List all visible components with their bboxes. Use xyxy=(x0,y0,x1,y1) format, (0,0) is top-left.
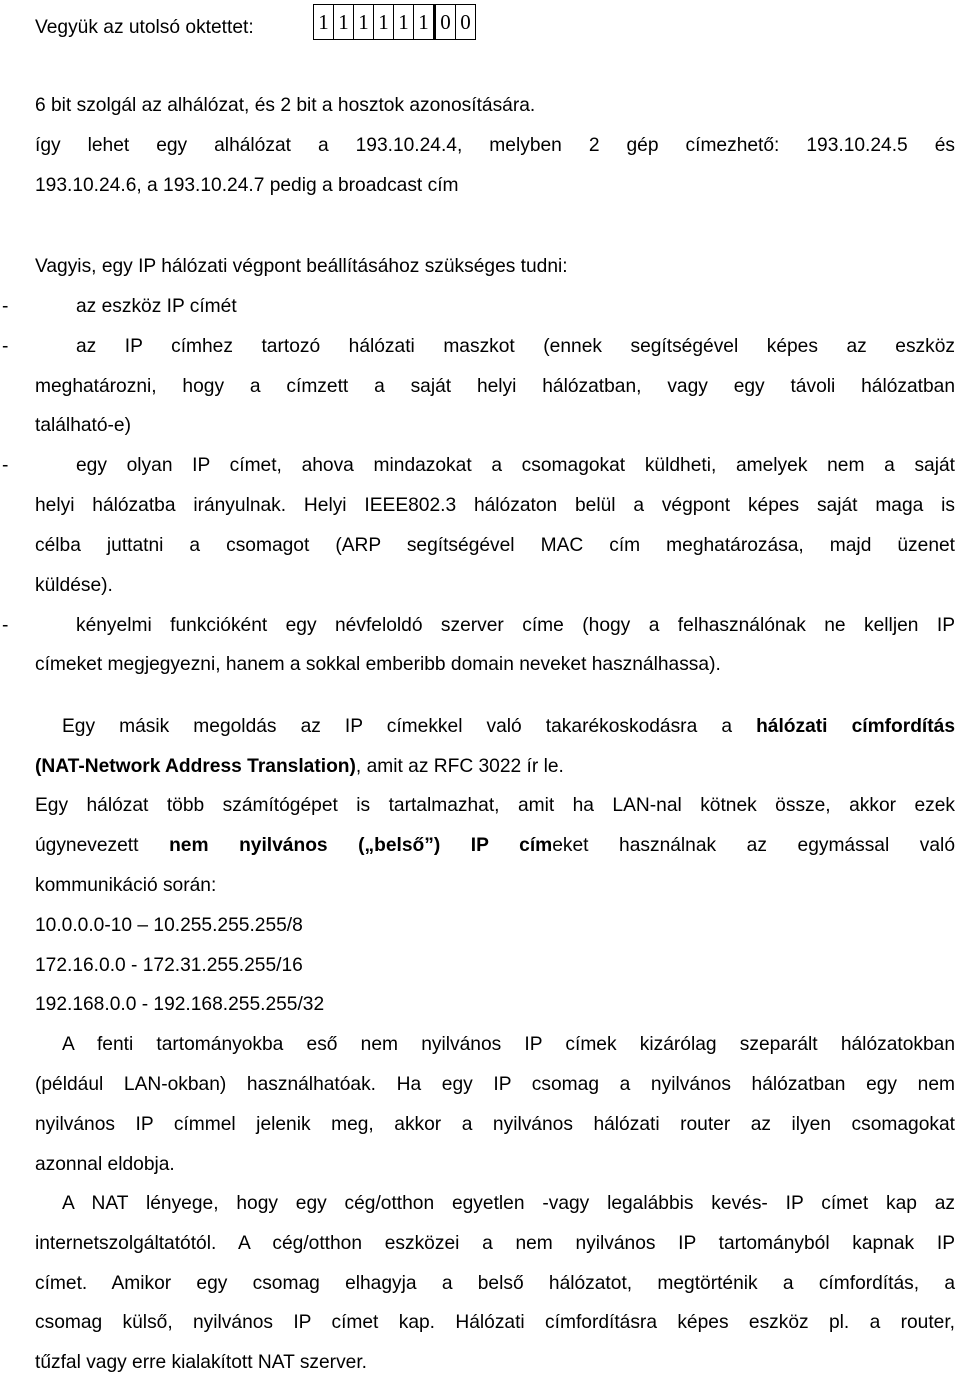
bullet-text: címeket megjegyezni, hanem a sokkal emberibb domain neveket használhassa). xyxy=(35,654,721,675)
text-line: címet. Amikor egy csomag elhagyja a belső hálózatot, megtörténik a címfordítás, a xyxy=(35,1273,955,1294)
bit-cell: 0 xyxy=(456,5,476,40)
bit-cell: 1 xyxy=(394,5,414,40)
bold-term: (NAT-Network Address Translation) xyxy=(35,756,356,777)
bullet-text: az eszköz IP címét xyxy=(76,296,237,317)
bold-term: hálózati címfordítás xyxy=(756,716,955,737)
octet-label: Vegyük az utolsó oktettet: xyxy=(35,17,254,38)
ip-range: 192.168.0.0 - 192.168.255.255/32 xyxy=(35,994,325,1015)
bullet-text: az IP címhez tartozó hálózati maszkot (ennek segítségével képes az eszköz xyxy=(76,336,955,357)
bullet-text: helyi hálózatba irányulnak. Helyi IEEE802.3 hálózaton belül a végpont képes saját maga is xyxy=(35,495,955,516)
octet-bit-table xyxy=(313,4,476,40)
text-run: Egy másik megoldás az IP címekkel való takarékoskodásra a xyxy=(62,716,732,737)
text-line: A fenti tartományokba eső nem nyilvános IP címek kizárólag szeparált hálózatokban xyxy=(62,1034,955,1055)
bit-cell: 1 xyxy=(374,5,394,40)
bullet-text: kényelmi funkcióként egy névfeloldó szerver címe (hogy a felhasználónak ne kelljen IP xyxy=(76,615,955,636)
text-run: , amit az RFC 3022 ír le. xyxy=(355,756,564,777)
text-line: így lehet egy alhálózat a 193.10.24.4, melyben 2 gép címezhető: 193.10.24.5 és xyxy=(35,135,955,156)
bullet-text: küldése). xyxy=(35,575,113,596)
bullet-text: egy olyan IP címet, ahova mindazokat a csomagokat küldheti, amelyek nem a saját xyxy=(76,455,955,476)
text-line: kommunikáció során: xyxy=(35,875,217,896)
bullet-text: meghatározni, hogy a címzett a saját helyi hálózatban, vagy egy távoli hálózatban xyxy=(35,376,955,397)
text-line: Vagyis, egy IP hálózati végpont beállításához szükséges tudni: xyxy=(35,256,568,277)
bit-cell: 0 xyxy=(435,5,456,40)
bit-cell: 1 xyxy=(414,5,435,40)
text-line: Egy hálózat több számítógépet is tartalmazhat, amit ha LAN-nal kötnek össze, akkor ezek xyxy=(35,795,955,816)
bullet-dash: - xyxy=(2,455,9,476)
text-line: 6 bit szolgál az alhálózat, és 2 bit a hosztok azonosítására. xyxy=(35,95,536,116)
text-run: eket használnak az egymással való xyxy=(552,835,955,856)
bullet-text: célba juttatni a csomagot (ARP segítségével MAC cím meghatározása, majd üzenet xyxy=(35,535,955,556)
text-line: 193.10.24.6, a 193.10.24.7 pedig a broadcast cím xyxy=(35,175,459,196)
ip-range: 172.16.0.0 - 172.31.255.255/16 xyxy=(35,955,303,976)
text-line xyxy=(35,755,564,779)
text-line: internetszolgáltatótól. A cég/otthon eszközei a nem nyilvános IP tartományból kapnak IP xyxy=(35,1233,955,1254)
bullet-text: található-e) xyxy=(35,415,131,436)
ip-range: 10.0.0.0-10 – 10.255.255.255/8 xyxy=(35,915,303,936)
text-line: csomag külső, nyilvános IP címet kap. Hálózati címfordításra képes eszköz pl. a router, xyxy=(35,1312,955,1333)
text-line: azonnal eldobja. xyxy=(35,1154,175,1175)
bold-term: nem nyilvános („belső”) IP cím xyxy=(169,835,553,856)
bullet-dash: - xyxy=(2,336,9,357)
bit-cell: 1 xyxy=(314,5,334,40)
text-line xyxy=(35,834,955,858)
bit-cell: 1 xyxy=(334,5,354,40)
text-line: nyilvános IP címmel jelenik meg, akkor a nyilvános hálózati router az ilyen csomagokat xyxy=(35,1114,955,1135)
bit-cell: 1 xyxy=(354,5,374,40)
text-line: A NAT lényege, hogy egy cég/otthon egyetlen -vagy legalábbis kevés- IP címet kap az xyxy=(62,1193,955,1214)
text-line xyxy=(62,715,955,739)
bullet-dash: - xyxy=(2,615,9,636)
text-line: tűzfal vagy erre kialakított NAT szerver. xyxy=(35,1352,367,1373)
text-run: úgynevezett xyxy=(35,835,139,856)
text-line: (például LAN-okban) használhatóak. Ha egy IP csomag a nyilvános hálózatban egy nem xyxy=(35,1074,955,1095)
bullet-dash: - xyxy=(2,296,9,317)
